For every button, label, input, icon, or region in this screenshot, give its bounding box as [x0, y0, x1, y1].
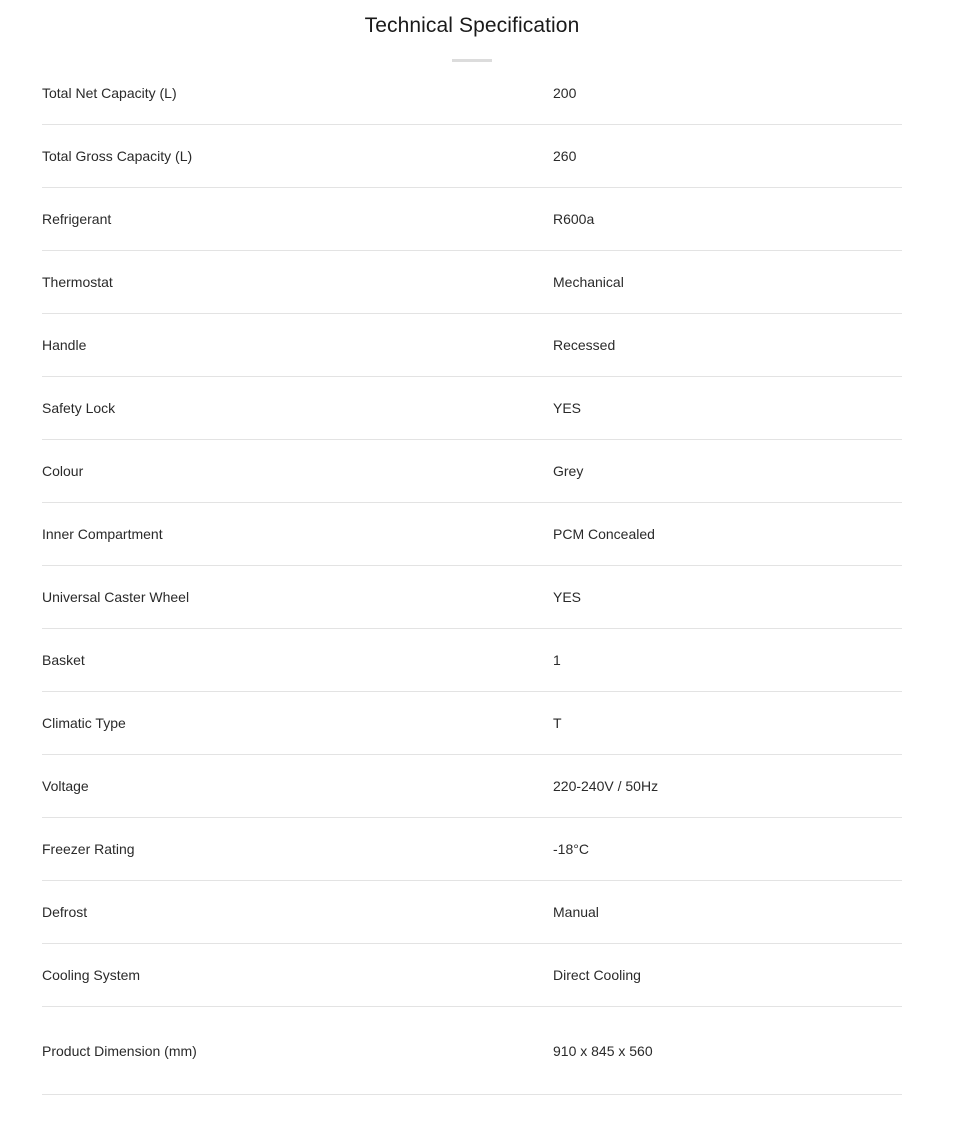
spec-label: Total Net Capacity (L): [42, 85, 177, 101]
spec-row-product-dimension: [42, 1007, 902, 1095]
spec-row-total-gross-capacity: [42, 125, 902, 188]
spec-label: Thermostat: [42, 274, 113, 290]
spec-label: Defrost: [42, 904, 88, 920]
spec-value: 220-240V / 50Hz: [553, 778, 659, 794]
spec-value: Grey: [553, 463, 584, 479]
spec-row-cooling-system: [42, 944, 902, 1007]
spec-row-refrigerant: [42, 188, 902, 251]
spec-label: Freezer Rating: [42, 841, 135, 857]
spec-label: Colour: [42, 463, 84, 479]
spec-label: Basket: [42, 652, 85, 668]
spec-table: [42, 62, 902, 1095]
spec-value: 910 x 845 x 560: [553, 1042, 653, 1059]
spec-row-colour: [42, 440, 902, 503]
spec-row-handle: [42, 314, 902, 377]
spec-row-freezer-rating: [42, 818, 902, 881]
spec-value: 200: [553, 85, 577, 101]
spec-value: Manual: [553, 904, 599, 920]
spec-value: PCM Concealed: [553, 526, 655, 542]
section-title: Technical Specification: [364, 14, 580, 37]
spec-value: YES: [553, 400, 582, 416]
spec-value: Recessed: [553, 337, 616, 353]
spec-row-thermostat: [42, 251, 902, 314]
spec-row-basket: [42, 629, 902, 692]
spec-label: Refrigerant: [42, 211, 112, 227]
spec-value: R600a: [553, 211, 595, 227]
spec-value: 1: [553, 652, 561, 668]
spec-value: YES: [553, 589, 582, 605]
spec-value: Mechanical: [553, 274, 624, 290]
spec-label: Total Gross Capacity (L): [42, 148, 193, 164]
spec-label: Climatic Type: [42, 715, 126, 731]
spec-label: Universal Caster Wheel: [42, 589, 190, 605]
spec-label: Safety Lock: [42, 400, 116, 416]
spec-row-total-net-capacity: [42, 62, 902, 125]
spec-row-inner-compartment: [42, 503, 902, 566]
spec-row-safety-lock: [42, 377, 902, 440]
spec-value: 260: [553, 148, 577, 164]
spec-row-defrost: [42, 881, 902, 944]
spec-row-universal-caster-wheel: [42, 566, 902, 629]
spec-label: Inner Compartment: [42, 526, 163, 542]
spec-row-climatic-type: [42, 692, 902, 755]
spec-label: Voltage: [42, 778, 89, 794]
spec-value: T: [553, 715, 562, 731]
spec-value: -18°C: [553, 841, 589, 857]
spec-label: Cooling System: [42, 967, 141, 983]
spec-row-voltage: [42, 755, 902, 818]
spec-value: Direct Cooling: [553, 967, 641, 983]
spec-label: Product Dimension (mm): [42, 1042, 197, 1059]
spec-label: Handle: [42, 337, 87, 353]
